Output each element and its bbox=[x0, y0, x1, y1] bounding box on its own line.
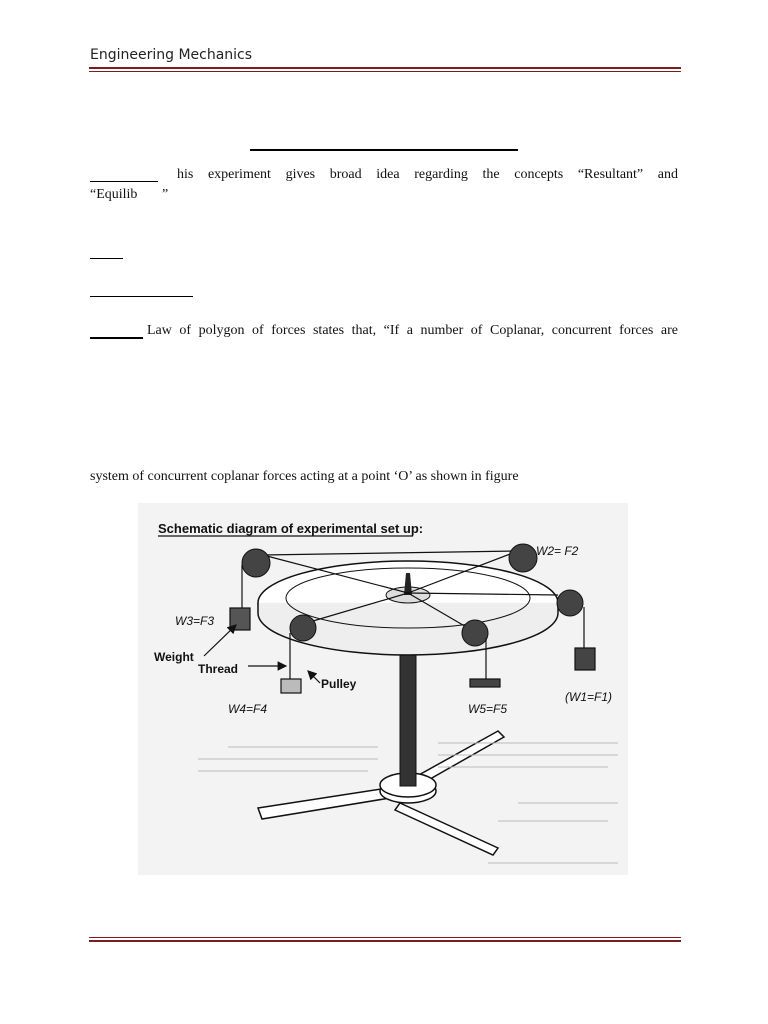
label-w5: W5=F5 bbox=[468, 702, 508, 716]
figure-title: Schematic diagram of experimental set up: bbox=[158, 521, 424, 536]
label-thread: Thread bbox=[198, 662, 239, 676]
footer-rule-thin bbox=[89, 937, 681, 938]
label-w2: W2= F2 bbox=[536, 544, 579, 558]
label-pulley: Pulley bbox=[321, 677, 357, 691]
header-rule-thick bbox=[89, 67, 681, 69]
header-rule-thin bbox=[89, 71, 681, 72]
intro-line-2-start: “Equilib bbox=[90, 187, 138, 202]
system-sentence: system of concurrent coplanar forces acting at a point ‘O’ as shown in figure bbox=[90, 469, 519, 484]
intro-line-1: his experiment gives broad idea regarding the concepts “Resultant” and bbox=[177, 167, 678, 182]
running-header-title: Engineering Mechanics bbox=[90, 47, 253, 63]
label-weight: Weight bbox=[154, 650, 194, 664]
stand-base bbox=[258, 731, 504, 855]
intro-line-2-end: ” bbox=[162, 187, 169, 202]
stand-column bbox=[400, 638, 416, 786]
section-title-underline bbox=[250, 149, 518, 151]
label-w3: W3=F3 bbox=[175, 614, 215, 628]
law-heading-underline bbox=[90, 337, 143, 339]
label-w1: (W1=F1) bbox=[565, 690, 613, 704]
heading-blank-underline bbox=[90, 181, 158, 182]
blank-underline-medium bbox=[90, 296, 193, 297]
footer-rule-thick bbox=[89, 940, 681, 942]
blank-underline-short bbox=[90, 258, 123, 259]
label-w4: W4=F4 bbox=[228, 702, 268, 716]
law-line-1: Law of polygon of forces states that, “If a number of Coplanar, concurrent forces are bbox=[147, 323, 678, 338]
experimental-setup-figure bbox=[138, 503, 628, 875]
